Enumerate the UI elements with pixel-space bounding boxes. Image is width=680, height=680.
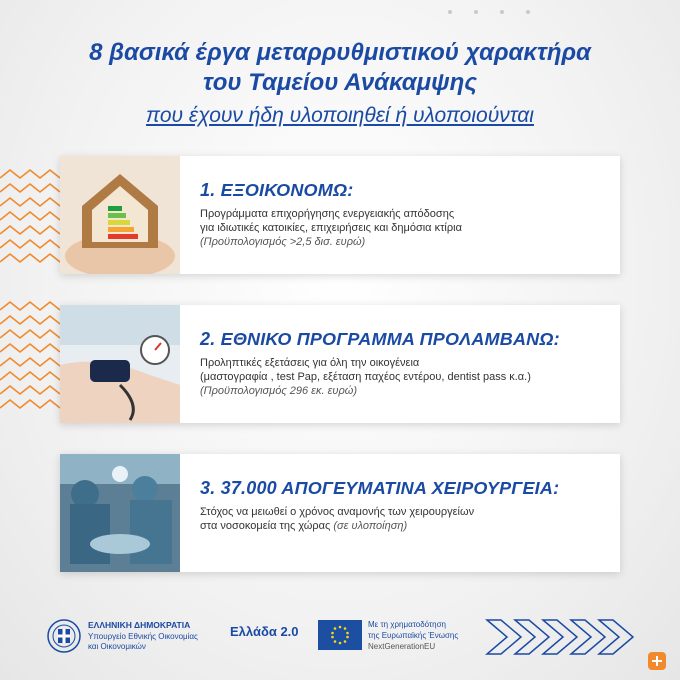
item-card-3 [60,454,620,572]
gov-name: ΕΛΛΗΝΙΚΗ ΔΗΜΟΚΡΑΤΙΑ [88,620,191,630]
item-card-2 [60,305,620,423]
item-heading: 1. ΕΞΟΙΚΟΝΟΜΩ: [200,180,354,200]
page-title [0,38,680,98]
page-subtitle: που έχουν ήδη υλοποιηθεί ή υλοποιούνται [146,104,534,127]
item-card-1 [60,156,620,274]
title-line-2: του Ταμείου Ανάκαμψης [202,69,478,96]
house-energy-rating-image [60,156,180,274]
item-description: Προληπτικές εξετάσεις για όλη την οικογένεια [200,357,420,369]
item-description: Στόχος να μειωθεί ο χρόνος αναμονής των χειρουργείων [200,506,475,518]
footer [0,612,680,672]
greece-2-0-logo: Ελλάδα 2.0 [230,624,299,639]
item-description: (μαστογραφία , test Pap, εξέταση παχέος εντέρου, dentist pass κ.α.) [200,371,531,383]
item-budget-note: (Προϋπολογισμός 296 εκ. ευρώ) [200,385,358,397]
item-heading: 2. ΕΘΝΙΚΟ ΠΡΟΓΡΑΜΜΑ ΠΡΟΛΑΜΒΑΝΩ: [200,329,560,349]
item-description: για ιδιωτικές κατοικίες, επιχειρήσεις και δημόσια κτίρια [200,222,462,234]
eu-funding-text: Με τη χρηματοδότηση [368,620,446,629]
item-heading: 3. 37.000 ΑΠΟΓΕΥΜΑΤΙΝΑ ΧΕΙΡΟΥΡΓΕΙΑ: [200,478,560,498]
next-generation-eu: NextGenerationEU [368,642,436,651]
chevron-arrows-decoration [485,612,635,662]
eu-funding-text-2: της Ευρωπαϊκής Ένωσης [368,631,459,640]
item-description: Προγράμματα επιχορήγησης ενεργειακής απόδοσης [200,208,455,220]
ministry-name: Υπουργείο Εθνικής Οικονομίας [88,632,198,641]
plus-badge-icon [648,652,666,670]
item-description [200,519,610,533]
title-line-1: 8 βασικά έργα μεταρρυθμιστικού χαρακτήρα [89,39,591,66]
item-description-text: στα νοσοκομεία της χώρας [200,520,331,532]
surgery-room-image [60,454,180,572]
greek-emblem-icon [46,618,82,654]
zigzag-decoration [0,300,60,430]
eu-flag-icon [318,620,362,650]
ministry-name-2: και Οικονομικών [88,642,146,651]
blood-pressure-check-image [60,305,180,423]
zigzag-decoration [0,168,60,278]
decorative-dots [448,10,530,14]
item-budget-note: (Προϋπολογισμός >2,5 δισ. ευρώ) [200,236,366,248]
item-status-note: (σε υλοποίηση) [333,520,408,532]
